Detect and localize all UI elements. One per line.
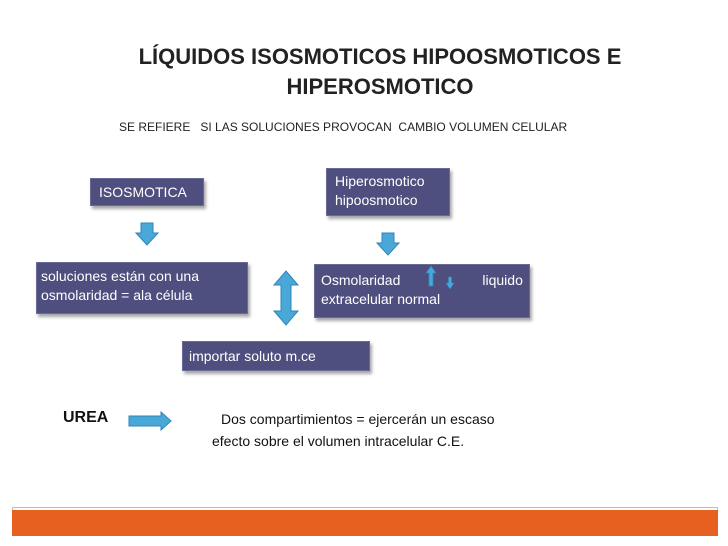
hipoosmotico-label: hipoosmotico (335, 192, 418, 208)
hiperosmotico-box (326, 168, 450, 216)
compartimientos-line-2: efecto sobre el volumen intracelular C.E. (212, 433, 465, 449)
slide-title (100, 42, 660, 102)
title-line-2: HIPEROSMOTICO (286, 74, 474, 99)
osmolaridad-box (314, 264, 530, 318)
osmolaridad-part-1: Osmolaridad (321, 272, 401, 288)
osmolaridad-part-2: liquido (482, 272, 523, 288)
right-arrow-icon (129, 412, 171, 430)
up-arrow-icon (426, 266, 436, 286)
title-line-1: LÍQUIDOS ISOSMOTICOS HIPOOSMOTICOS E (138, 44, 622, 69)
footer-bar (12, 510, 718, 536)
soluciones-line-1: soluciones están con una (41, 268, 199, 284)
osmolaridad-line-2: extracelular normal (321, 291, 441, 307)
soluciones-box (36, 262, 248, 314)
down-arrow-icon (377, 233, 399, 255)
soluciones-line-2: osmolaridad = ala célula (41, 287, 193, 303)
isosmotica-box (90, 178, 204, 206)
hiperosmotico-label: Hiperosmotico (335, 173, 425, 189)
osmolaridad-line-1 (321, 271, 529, 290)
isosmotica-label: ISOSMOTICA (99, 184, 187, 200)
down-arrow-icon (446, 277, 454, 289)
compartimientos-line-1: Dos compartimientos = ejercerán un escaso (221, 411, 495, 427)
up-down-arrow-icon (274, 271, 298, 325)
down-arrow-icon (136, 223, 158, 245)
importar-soluto-label: importar soluto m.ce (189, 348, 316, 364)
subtitle: SE REFIERE SI LAS SOLUCIONES PROVOCAN CAMBIO VOLUMEN CELULAR (119, 120, 568, 134)
importar-soluto-box (182, 341, 370, 371)
urea-label: UREA (63, 409, 109, 426)
compartimientos-text (212, 408, 495, 452)
